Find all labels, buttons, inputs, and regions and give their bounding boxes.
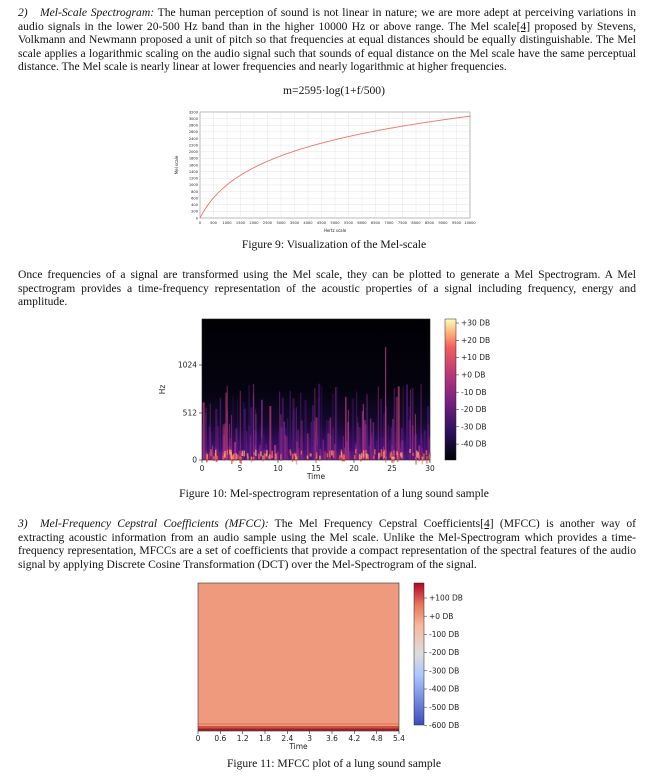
y-tick-label: 2200 [188,143,198,148]
y-tick-label: 2000 [188,150,198,155]
x-tick-label: 3000 [276,221,286,225]
mel-spectrogram-chart [150,316,520,482]
x-tick-label: 3500 [289,221,300,225]
x-tick-label: 9000 [438,221,448,225]
mel-spectrogram-paragraph: Once frequencies of a signal are transformed using the Mel scale, they can be plotted to generate a Mel Spectrogram. A Mel spectrogram provides a time-frequency representation of the acoustic properties of a signal including frequency, energy and amplitude. [18,268,636,309]
energy-streak [287,418,288,460]
energy-streak [253,394,254,460]
y-tick-label: 1400 [188,169,198,174]
energy-streak [319,456,321,462]
energy-streak [339,455,341,460]
x-tick-label: 0.6 [214,734,227,743]
energy-streak [301,451,303,455]
mel-formula: m=2595·log(1+f/500) [283,84,385,97]
energy-streak [251,457,253,463]
energy-streak [309,438,310,460]
x-tick-label: 1.2 [236,734,249,743]
energy-streak [268,456,270,459]
energy-streak [422,457,424,465]
x-axis-label: Time [289,742,308,751]
energy-streak [355,449,357,454]
x-tick-label: 30 [425,464,435,473]
energy-streak [240,391,241,460]
x-tick-label: 6000 [357,221,367,225]
figure-11-caption: Figure 11: MFCC plot of a lung sound sample [226,757,442,770]
paragraph-text: (MFCC) is another way of extracting acoustic information from an audio sample using the Mel scale. Unlike the Mel-Spectrogram which provides a time-frequency representation, MFCCs are a set of coefficients that provide a compact representation of the spectral features of the audio signal by applying Discrete Cosine Transformation (DCT) over the Mel-Spectrogram of the signal. [18,517,636,571]
colorbar-label: -600 DB [429,721,460,730]
x-tick-label: 7000 [384,221,394,225]
x-tick-label: 5 [237,464,243,473]
energy-streak [353,451,354,460]
figure-9-caption: Figure 9: Visualization of the Mel-scale [241,238,427,251]
energy-streak [396,397,398,460]
energy-streak [277,452,278,460]
energy-streak [293,453,295,457]
energy-streak [335,387,336,460]
energy-streak [342,456,344,461]
energy-streak [361,453,363,459]
energy-streak [396,451,398,455]
energy-streak [242,451,244,457]
energy-streak [293,409,295,460]
energy-streak [413,436,415,460]
energy-streak [373,455,375,458]
paragraph-text: The human perception of sound is not linear in nature; we are more adept at perceiving variations in audio signals in the lower 20-500 Hz band than in the higher 10000 Hz or above range. The Mel scale [18,6,637,33]
energy-streak [239,456,241,460]
x-axis-label: Time [306,472,326,481]
y-axis-label: Mel scale [174,155,179,175]
energy-streak [309,453,311,456]
energy-streak [367,455,369,460]
energy-streak [373,422,375,460]
mfcc-image [198,583,399,731]
mfcc-band [198,723,399,725]
paragraph-text: proposed by Stevens, Volkmann and Newmann proposed a unit of pitch so that frequencies at equal distances should be equally distinguishable. The Mel scale applies a logarithmic scaling on the audio signal such that sounds of equal distance on the Mel scale have the same perceptual distance. The Mel scale is nearly linear at lower frequencies and nearly logarithmic at higher frequencies. [18,19,636,74]
mfcc-band [198,729,399,732]
energy-streak [247,456,249,460]
colorbar-label: -40 DB [461,439,487,449]
energy-streak [409,449,411,453]
x-tick-label: 1000 [222,221,232,225]
energy-streak [398,386,400,460]
colorbar-label: +20 DB [461,335,491,345]
colorbar [445,319,456,460]
x-tick-label: 0 [199,464,205,473]
y-tick-label: 0 [195,216,198,221]
energy-streak [359,454,361,460]
energy-streak [366,454,368,458]
y-tick-label: 1024 [177,360,197,370]
x-tick-label: 0 [195,734,201,743]
colorbar-label: -500 DB [429,702,460,712]
x-tick-label: 9500 [451,221,462,225]
y-tick-label: 3000 [188,116,198,121]
energy-streak [327,453,329,457]
x-tick-label: 6500 [370,221,381,225]
x-tick-label: 5.4 [393,734,405,743]
x-axis-label: Hertz scale [323,228,347,233]
energy-streak [385,347,386,460]
x-tick-label: 5000 [330,221,340,225]
x-tick-label: 25 [387,464,397,473]
energy-streak [233,454,235,460]
energy-streak [206,455,208,463]
energy-streak [266,450,268,456]
y-tick-label: 600 [191,196,198,201]
x-tick-label: 20 [349,464,359,473]
energy-streak [269,406,271,460]
energy-streak [290,452,292,456]
x-tick-label: 4500 [316,221,327,225]
y-tick-label: 800 [191,189,198,194]
energy-streak [394,388,396,460]
energy-streak [220,398,221,460]
y-tick-label: 1600 [188,163,198,168]
section-title: Mel-Frequency Cepstral Coefficients (MFCC): [40,517,269,530]
x-tick-label: 1500 [235,221,246,225]
energy-streak [212,446,213,460]
energy-streak [331,450,333,455]
energy-streak [282,424,284,460]
energy-streak [224,451,226,457]
energy-streak [312,405,314,460]
x-tick-label: 10 [273,464,283,473]
x-tick-label: 7500 [397,221,408,225]
x-tick-label: 2.4 [281,734,294,743]
colorbar-label: -10 DB [461,387,487,397]
energy-streak [305,400,307,460]
citation-link[interactable]: [4] [480,517,494,530]
x-tick-label: 2000 [249,221,259,225]
energy-streak [354,455,356,459]
energy-streak [229,424,230,460]
colorbar-label: -30 DB [461,422,487,432]
energy-streak [227,386,228,460]
section-number: 3) [18,517,28,530]
energy-streak [426,456,428,464]
y-tick-label: 0 [192,455,197,465]
energy-streak [229,450,231,455]
energy-streak [271,455,273,458]
energy-streak [217,421,218,460]
colorbar [414,583,424,725]
energy-streak [300,393,302,460]
x-tick-label: 0 [198,221,202,225]
y-tick-label: 1800 [188,156,198,161]
energy-streak [260,451,262,456]
energy-streak [289,451,290,460]
energy-streak [222,456,224,460]
energy-streak [406,385,408,460]
x-tick-label: 3.6 [326,734,338,743]
figure-10-caption: Figure 10: Mel-spectrogram representation of a lung sound sample [179,487,489,500]
x-tick-label: 4000 [303,221,313,225]
colorbar-label: -300 DB [429,666,460,676]
x-tick-label: 2500 [262,221,273,225]
energy-streak [390,453,392,458]
x-tick-label: 500 [210,221,217,225]
energy-streak [401,453,403,459]
energy-streak [397,454,399,462]
energy-streak [417,452,419,455]
x-tick-label: 3 [307,734,313,743]
energy-streak [314,408,315,460]
energy-streak [333,451,335,458]
energy-streak [307,456,309,459]
x-tick-label: 4.2 [348,734,361,743]
x-tick-label: 8500 [424,221,435,225]
energy-streak [423,454,425,461]
y-tick-label: 400 [191,203,198,208]
energy-streak [426,450,428,455]
energy-streak [227,450,229,455]
y-tick-label: 3200 [188,110,198,115]
energy-streak [420,384,422,460]
colorbar-label: -100 DB [429,630,460,639]
energy-streak [352,399,354,460]
energy-streak [264,453,266,459]
energy-streak [388,426,389,460]
energy-streak [244,451,246,457]
energy-streak [250,435,251,460]
energy-streak [219,451,221,460]
x-tick-label: 8000 [411,221,421,225]
x-tick-label: 4.8 [370,734,383,743]
energy-streak [329,451,331,458]
colorbar-label: +100 DB [429,593,463,603]
x-tick-label: 10000 [464,221,476,225]
section-3-paragraph [18,517,636,571]
energy-streak [255,450,256,456]
energy-streak [427,431,429,460]
y-axis-label: Hz [158,384,167,395]
energy-streak [363,450,365,457]
y-tick-label: 2800 [188,123,198,128]
colorbar-label: +0 DB [461,370,486,380]
energy-streak [258,454,260,460]
energy-streak [203,436,204,460]
colorbar-label: +30 DB [461,318,491,328]
energy-streak [216,455,218,462]
energy-streak [247,453,249,456]
y-tick-label: 200 [191,209,198,214]
energy-streak [322,440,324,460]
section-title: Mel-Scale Spectrogram: [40,6,155,19]
energy-streak [381,449,383,456]
section-number: 2) [18,6,28,19]
energy-streak [292,456,294,459]
energy-streak [237,455,239,460]
colorbar-label: +10 DB [461,353,491,363]
mel-scale-chart [170,108,480,238]
energy-streak [412,453,414,456]
energy-streak [348,451,350,460]
mfcc-band [198,726,399,729]
colorbar-label: -200 DB [429,648,460,658]
y-tick-label: 1000 [188,183,198,188]
energy-streak [416,451,418,458]
x-tick-label: 1.8 [259,734,271,743]
energy-streak [285,435,287,460]
energy-streak [374,449,376,455]
paragraph-text: The Mel Frequency Cepstral Coefficients [268,517,481,530]
energy-streak [316,452,318,457]
energy-streak [296,456,298,464]
energy-streak [248,385,249,460]
energy-streak [213,456,215,461]
energy-streak [378,453,380,459]
energy-streak [210,449,212,456]
energy-streak [415,457,417,465]
section-2-paragraph [18,6,636,74]
energy-streak [404,452,406,460]
energy-streak [253,452,255,455]
energy-streak [275,454,277,460]
colorbar-label: -400 DB [429,684,460,694]
energy-streak [393,450,395,455]
x-tick-label: 15 [311,464,321,473]
x-tick-label: 5500 [343,221,354,225]
y-tick-label: 2400 [188,136,198,141]
colorbar-label: -20 DB [461,405,487,415]
y-tick-label: 2600 [188,130,198,135]
mfcc-chart [185,580,485,752]
citation-link[interactable]: [4] [516,19,531,33]
energy-streak [321,386,322,460]
y-tick-label: 1200 [188,176,198,181]
y-tick-label: 512 [182,408,197,418]
colorbar-label: +0 DB [429,611,454,621]
energy-streak [262,456,264,462]
energy-streak [357,417,358,460]
